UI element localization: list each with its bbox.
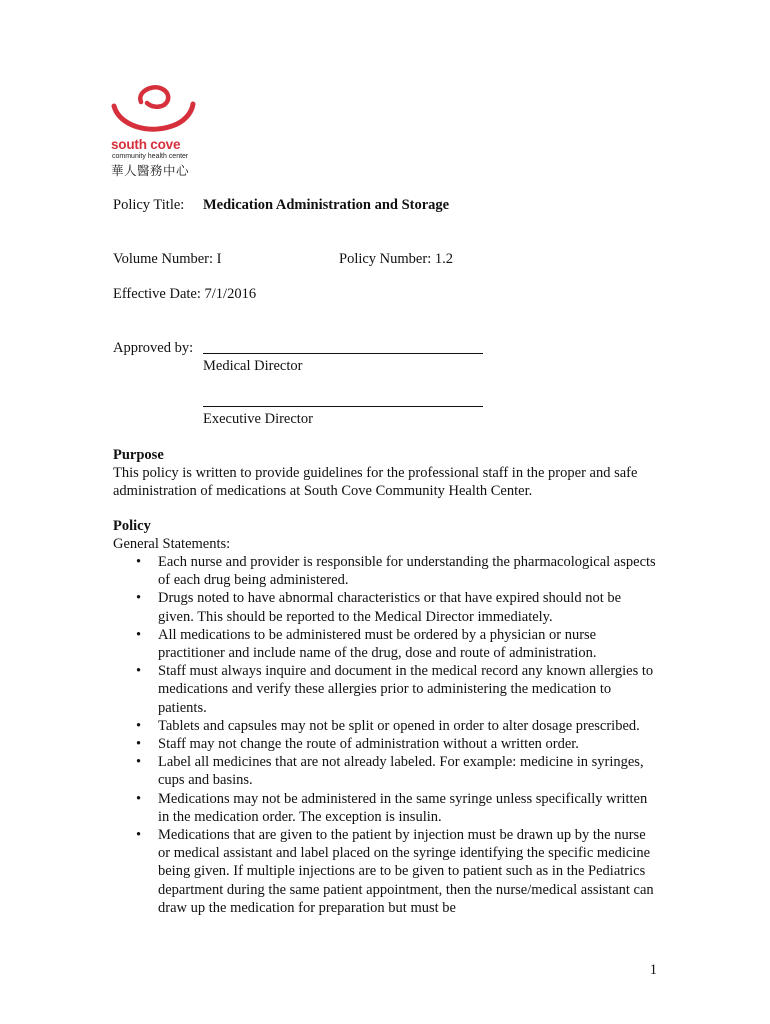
bullet-icon: • bbox=[136, 590, 142, 607]
purpose-text: This policy is written to provide guidelines for the professional staff in the proper and safe administration of medications at South Cove Community Health Center. bbox=[113, 465, 638, 499]
bullet-icon: • bbox=[136, 663, 142, 680]
bullet-icon: • bbox=[136, 827, 142, 844]
list-item-text: Medications that are given to the patient by injection must be drawn up by the nurse or medical assistant and label placed on the syringe identifying the specific medicine being given. If multiple injections are to be given to patient such as in the Pediatrics department during the same patient appointment, then the nurse/medical assistant can draw up the medication for preparation but must be bbox=[158, 827, 654, 916]
list-item bbox=[113, 826, 658, 917]
list-item bbox=[113, 626, 658, 662]
list-item bbox=[113, 790, 658, 826]
bullet-icon: • bbox=[136, 717, 142, 734]
list-item-text: Medications may not be administered in the same syringe unless specifically written in the medication order. The exception is insulin. bbox=[158, 790, 648, 825]
approver-medical-director: Medical Director bbox=[203, 358, 303, 374]
list-item-text: Each nurse and provider is responsible for understanding the pharmacological aspects of each drug being administered. bbox=[158, 554, 656, 589]
effective-date: Effective Date: 7/1/2016 bbox=[113, 286, 257, 302]
list-item-text: Tablets and capsules may not be split or opened in order to alter dosage prescribed. bbox=[158, 717, 640, 734]
bullet-icon: • bbox=[136, 754, 142, 771]
signature-line-medical-director bbox=[203, 353, 483, 354]
list-item-text: All medications to be administered must be ordered by a physician or nurse practitioner and include name of the drug, dose and route of administration. bbox=[158, 626, 597, 662]
list-item bbox=[113, 662, 658, 717]
list-item-text: Label all medicines that are not already labeled. For example: medicine in syringes, cups and basins. bbox=[158, 754, 644, 789]
list-item bbox=[113, 753, 658, 789]
list-item bbox=[113, 553, 658, 589]
policy-title: Medication Administration and Storage bbox=[203, 197, 450, 213]
page-number: 1 bbox=[649, 962, 657, 978]
south-cove-logo bbox=[111, 84, 201, 178]
list-item-text: Staff may not change the route of administration without a written order. bbox=[158, 736, 579, 753]
logo-name: south cove bbox=[111, 137, 181, 152]
bullet-icon: • bbox=[136, 554, 142, 570]
volume-number: Volume Number: I bbox=[113, 251, 222, 267]
policy-number: Policy Number: 1.2 bbox=[339, 251, 453, 267]
logo-mark-icon bbox=[111, 84, 197, 134]
list-item-text: Drugs noted to have abnormal characteristics or that have expired should not be given. This should be reported to the Medical Director immediately. bbox=[158, 590, 622, 625]
policy-title-label: Policy Title: bbox=[113, 197, 185, 213]
logo-chinese-name: 華人醫務中心 bbox=[111, 163, 190, 178]
approved-by-label: Approved by: bbox=[113, 340, 194, 356]
approver-executive-director: Executive Director bbox=[203, 411, 313, 427]
bullet-icon: • bbox=[136, 626, 142, 643]
general-statements-heading: General Statements: bbox=[113, 536, 231, 552]
policy-statement-list bbox=[113, 553, 658, 917]
policy-heading: Policy bbox=[113, 518, 151, 534]
purpose-heading: Purpose bbox=[113, 447, 164, 463]
logo-subtitle: community health center bbox=[112, 153, 189, 160]
list-item bbox=[113, 589, 658, 625]
list-item bbox=[113, 735, 658, 753]
list-item-text: Staff must always inquire and document in the medical record any known allergies to medications and verify these allergies prior to administering the medication to patients. bbox=[158, 663, 654, 716]
bullet-icon: • bbox=[136, 790, 142, 807]
list-item bbox=[113, 717, 658, 735]
bullet-icon: • bbox=[136, 736, 142, 753]
signature-line-executive-director bbox=[203, 406, 483, 407]
